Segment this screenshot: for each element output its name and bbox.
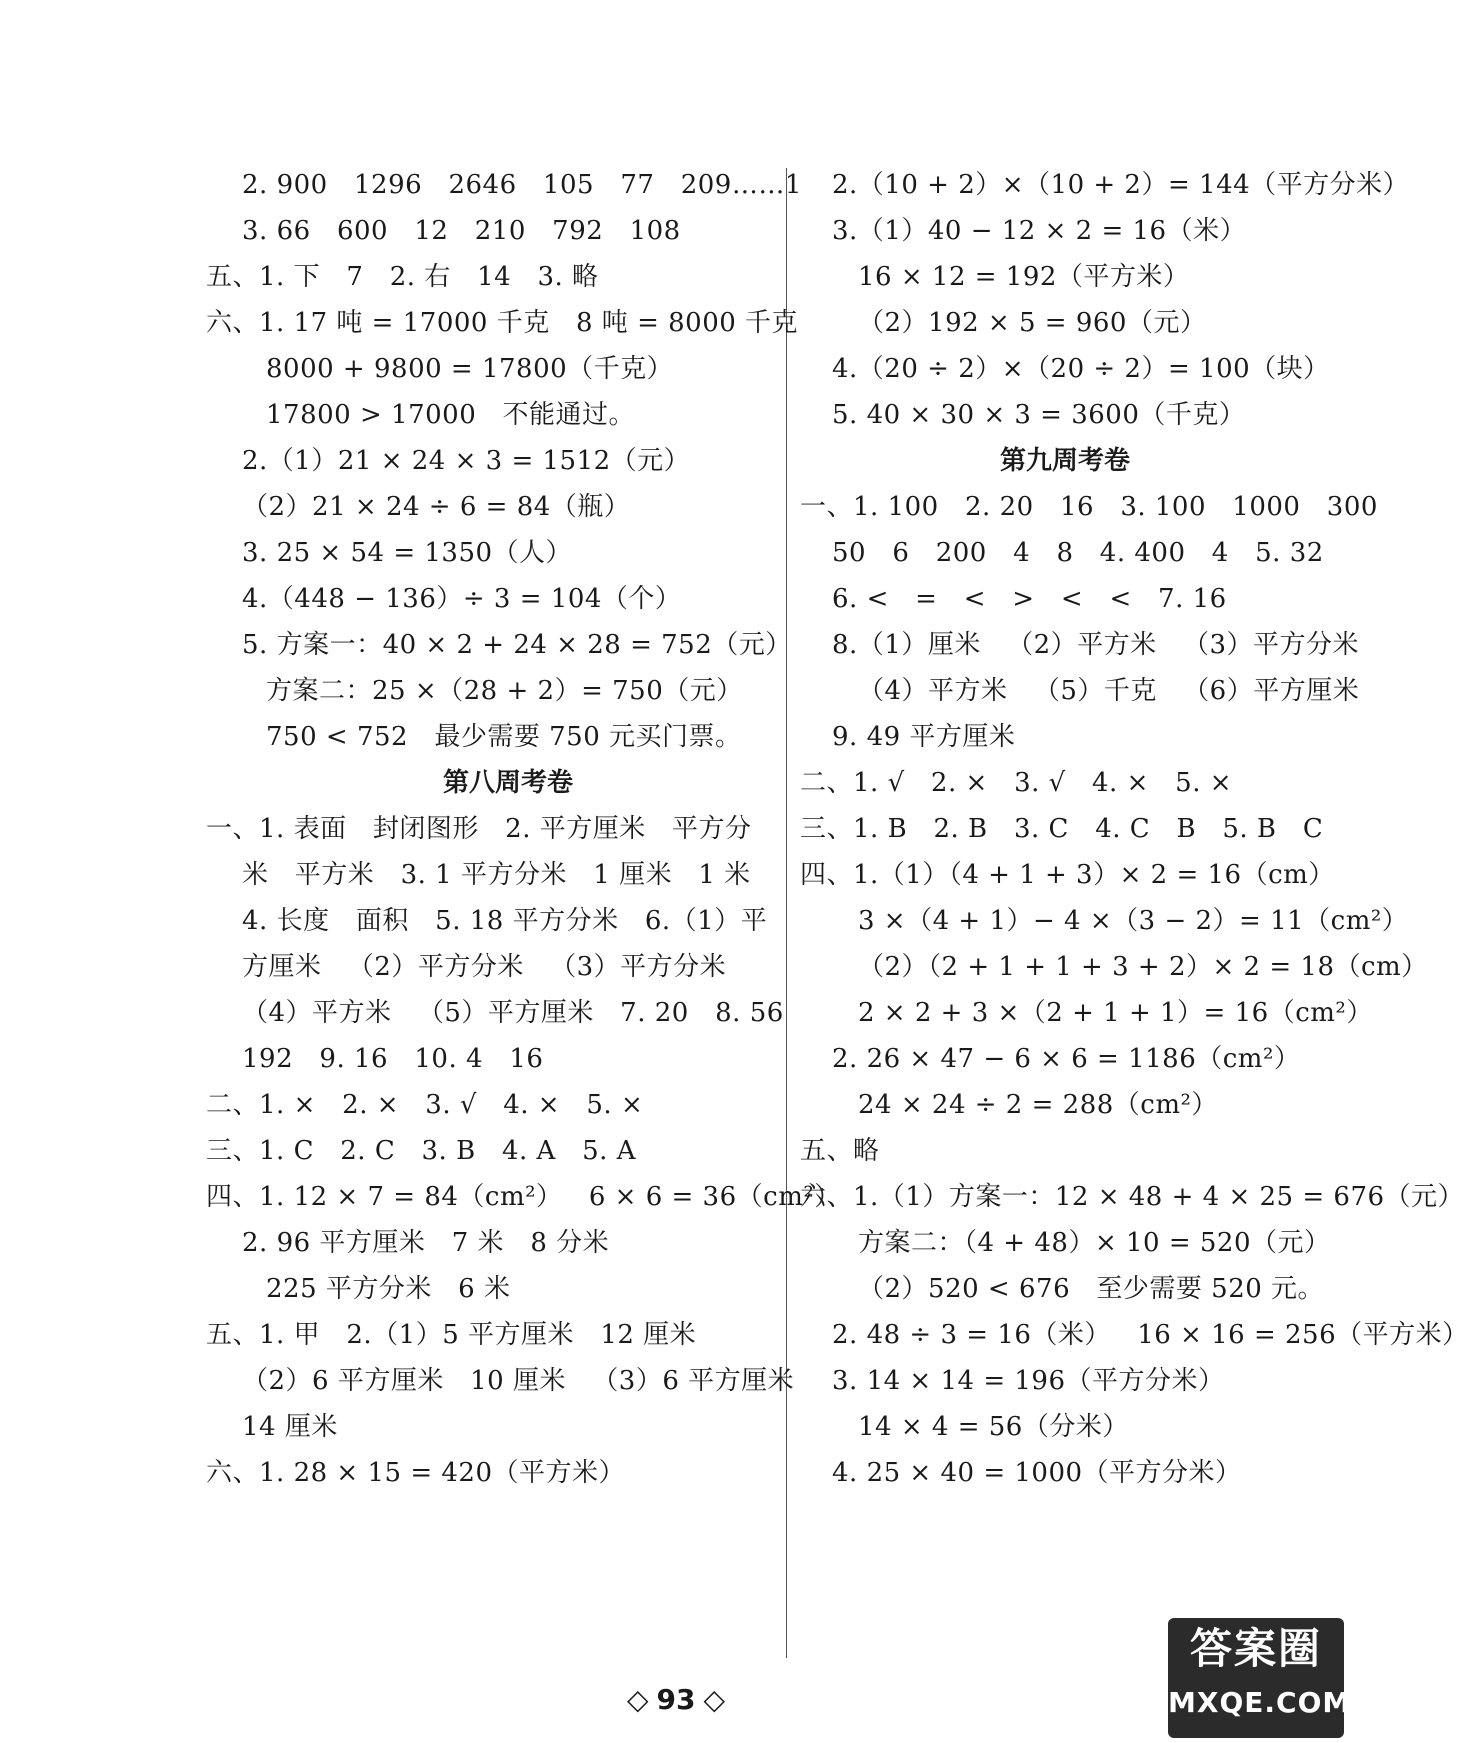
answer-line: 4. 25 × 40 = 1000（平方分米） <box>832 1458 1242 1488</box>
answer-line: 方厘米 （2）平方分米 （3）平方分米 <box>242 952 727 982</box>
answer-line: 2.（10 + 2）×（10 + 2）= 144（平方分米） <box>832 170 1410 200</box>
page-number: 93 <box>656 1683 696 1716</box>
answer-line: 3.（1）40 − 12 × 2 = 16（米） <box>832 216 1247 246</box>
answer-line: 24 × 24 ÷ 2 = 288（cm²） <box>858 1090 1218 1120</box>
answer-line: 一、1. 表面 封闭图形 2. 平方厘米 平方分 <box>206 814 752 844</box>
answer-line: 方案二：25 ×（28 + 2）= 750（元） <box>266 676 743 706</box>
answer-line: 3. 14 × 14 = 196（平方分米） <box>832 1366 1225 1396</box>
answer-line: 一、1. 100 2. 20 16 3. 100 1000 300 <box>800 492 1378 522</box>
answer-line: 二、1. √ 2. × 3. √ 4. × 5. × <box>800 768 1233 798</box>
page-footer <box>0 1680 1352 1720</box>
answer-line: 2. 900 1296 2646 105 77 209……1 <box>242 170 802 200</box>
section-title: 第八周考卷 <box>442 768 573 798</box>
answer-line: （2）6 平方厘米 10 厘米 （3）6 平方厘米 <box>242 1366 795 1396</box>
watermark-text: 答案圈 <box>1189 1624 1322 1673</box>
answer-line: 4.（20 ÷ 2）×（20 ÷ 2）= 100（块） <box>832 354 1330 384</box>
answer-line: 二、1. × 2. × 3. √ 4. × 5. × <box>206 1090 644 1120</box>
answer-line: 六、1. 17 吨 = 17000 千克 8 吨 = 8000 千克 <box>206 308 799 338</box>
answer-line: 3 ×（4 + 1）− 4 ×（3 − 2）= 11（cm²） <box>858 906 1409 936</box>
watermark-url: MXQE.COM <box>1168 1686 1352 1719</box>
answer-line: 六、1. 28 × 15 = 420（平方米） <box>206 1458 625 1488</box>
answer-line: 五、1. 甲 2.（1）5 平方厘米 12 厘米 <box>206 1320 697 1350</box>
diamond-icon: ◇ <box>703 1683 726 1716</box>
answer-line: 5. 40 × 30 × 3 = 3600（千克） <box>832 400 1246 430</box>
answer-line: 14 × 4 = 56（分米） <box>858 1412 1129 1442</box>
answer-line: 3. 66 600 12 210 792 108 <box>242 216 681 246</box>
answer-line: 五、略 <box>800 1136 880 1166</box>
answer-line: 2. 96 平方厘米 7 米 8 分米 <box>242 1228 610 1258</box>
answer-line: 米 平方米 3. 1 平方分米 1 厘米 1 米 <box>242 860 751 890</box>
answer-line: 9. 49 平方厘米 <box>832 722 1016 752</box>
answer-line: （2）21 × 24 ÷ 6 = 84（瓶） <box>242 492 631 522</box>
answer-line: 六、1.（1）方案一：12 × 48 + 4 × 25 = 676（元） <box>800 1182 1465 1212</box>
answer-line: 4.（448 − 136）÷ 3 = 104（个） <box>242 584 682 614</box>
answer-line: （4）平方米 （5）千克 （6）平方厘米 <box>858 676 1360 706</box>
section-title: 第九周考卷 <box>999 446 1130 476</box>
answer-line: 2. 48 ÷ 3 = 16（米） 16 × 16 = 256（平方米） <box>832 1320 1469 1350</box>
answer-line: 225 平方分米 6 米 <box>266 1274 511 1304</box>
answer-line: 17800 > 17000 不能通过。 <box>266 400 636 430</box>
answer-line: 2 × 2 + 3 ×（2 + 1 + 1）= 16（cm²） <box>858 998 1373 1028</box>
answer-line: （2）520 < 676 至少需要 520 元。 <box>858 1274 1325 1304</box>
site-watermark-logo <box>1168 1618 1352 1738</box>
answer-line: 五、1. 下 7 2. 右 14 3. 略 <box>206 262 599 292</box>
answer-line: 750 < 752 最少需要 750 元买门票。 <box>266 722 742 752</box>
answer-line: 6. < = < > < < 7. 16 <box>832 584 1227 614</box>
answer-line: 8000 + 9800 = 17800（千克） <box>266 354 674 384</box>
answer-line: 四、1.（1）（4 + 1 + 3）× 2 = 16（cm） <box>800 860 1335 890</box>
answer-line: （4）平方米 （5）平方厘米 7. 20 8. 56 <box>242 998 784 1028</box>
answer-line: 16 × 12 = 192（平方米） <box>858 262 1190 292</box>
answer-line: （2）192 × 5 = 960（元） <box>858 308 1207 338</box>
answer-line: 2.（1）21 × 24 × 3 = 1512（元） <box>242 446 691 476</box>
answer-line: 50 6 200 4 8 4. 400 4 5. 32 <box>832 538 1324 568</box>
answer-line: 4. 长度 面积 5. 18 平方分米 6.（1）平 <box>242 906 768 936</box>
answer-line: 四、1. 12 × 7 = 84（cm²） 6 × 6 = 36（cm²） <box>206 1182 841 1212</box>
diamond-icon: ◇ <box>626 1683 649 1716</box>
answer-line: 5. 方案一：40 × 2 + 24 × 28 = 752（元） <box>242 630 792 660</box>
answer-line: 方案二：（4 + 48）× 10 = 520（元） <box>858 1228 1331 1258</box>
answer-line: 8.（1）厘米 （2）平方米 （3）平方分米 <box>832 630 1360 660</box>
answer-line: （2）（2 + 1 + 1 + 3 + 2）× 2 = 18（cm） <box>858 952 1428 982</box>
answer-line: 192 9. 16 10. 4 16 <box>242 1044 544 1074</box>
answer-line: 三、1. C 2. C 3. B 4. A 5. A <box>206 1136 636 1166</box>
column-divider <box>786 168 787 1658</box>
answer-line: 14 厘米 <box>242 1412 338 1442</box>
answer-line: 三、1. B 2. B 3. C 4. C B 5. B C <box>800 814 1324 844</box>
answer-line: 2. 26 × 47 − 6 × 6 = 1186（cm²） <box>832 1044 1301 1074</box>
answer-line: 3. 25 × 54 = 1350（人） <box>242 538 573 568</box>
